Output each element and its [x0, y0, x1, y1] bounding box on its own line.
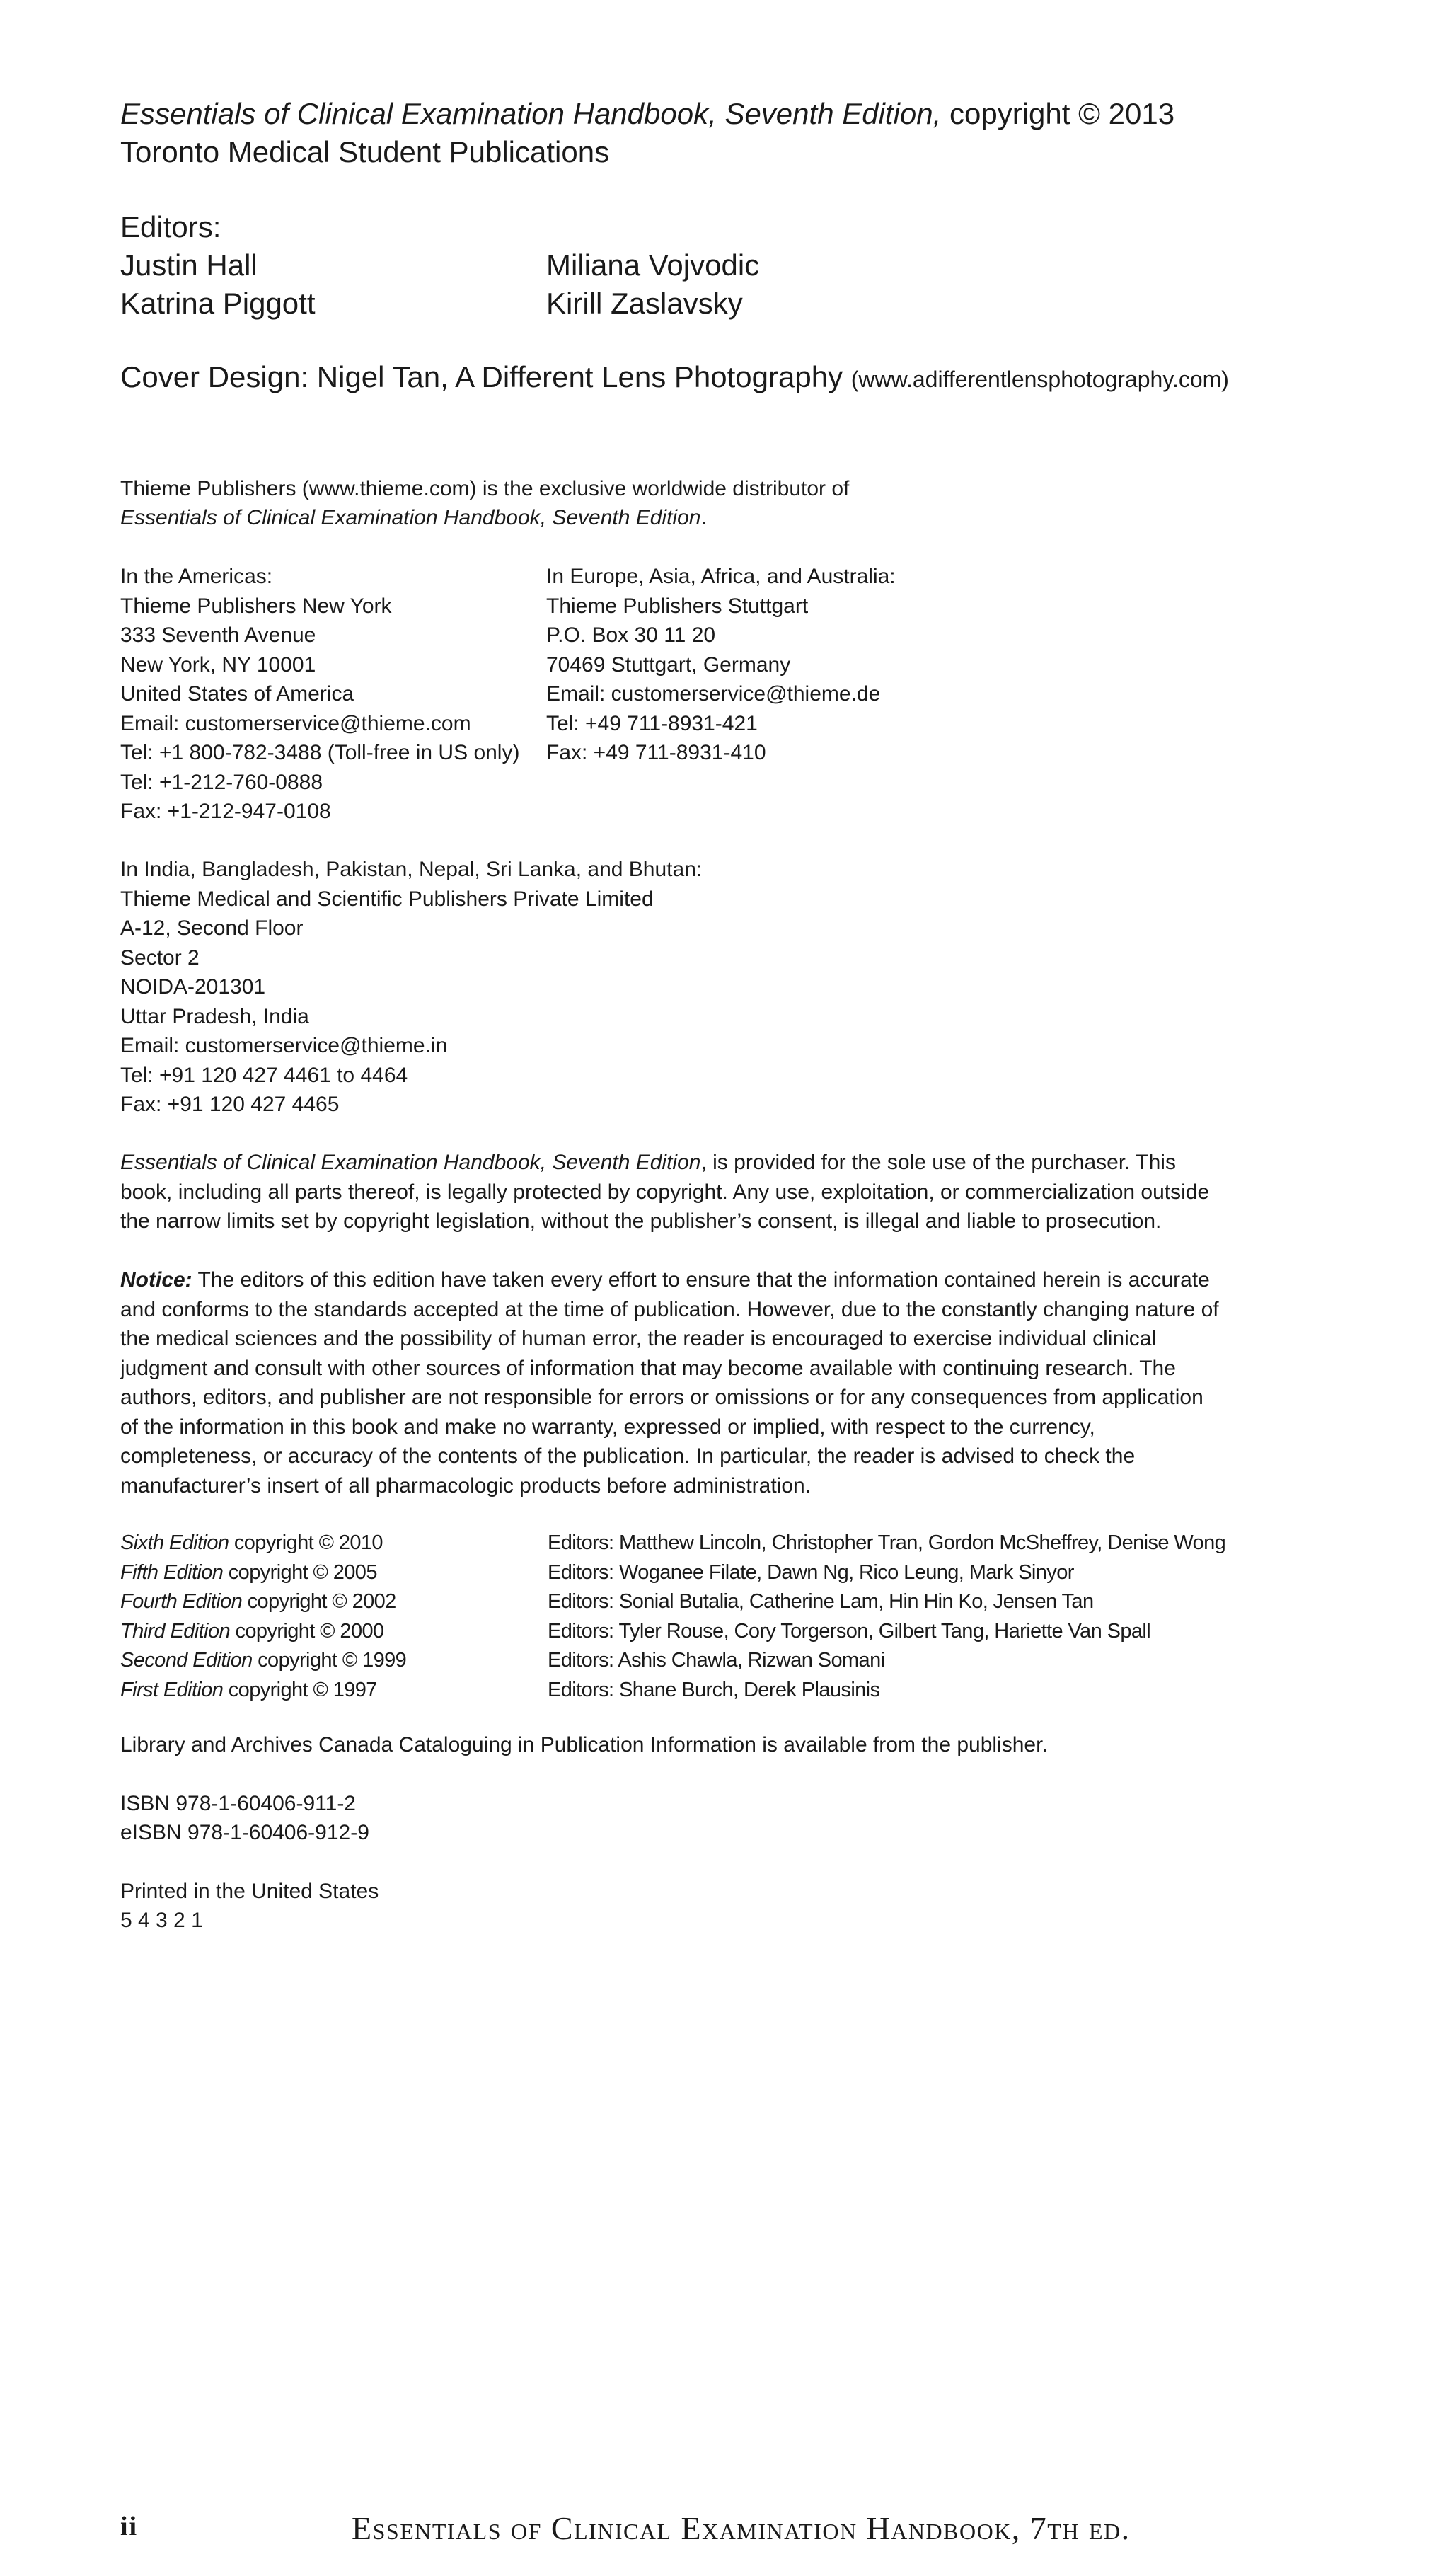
- edition-editors: Editors: Tyler Rouse, Cory Torgerson, Gilbert Tang, Hariette Van Spall: [548, 1619, 1151, 1643]
- edition-copyright: copyright © 1997: [223, 1678, 377, 1701]
- address-line: Thieme Publishers New York: [120, 594, 392, 618]
- editors-label: Editors:: [120, 210, 221, 243]
- edition-editors: Editors: Woganee Filate, Dawn Ng, Rico Leung, Mark Sinyor: [548, 1560, 1074, 1584]
- distributor-line: Thieme Publishers (www.thieme.com) is the exclusive worldwide distributor of: [120, 477, 850, 500]
- edition-copyright: copyright © 2010: [229, 1531, 383, 1554]
- cover-design-url: (www.adifferentlensphotography.com): [850, 367, 1229, 392]
- edition-row: [120, 1617, 406, 1647]
- address-line: Tel: +91 120 427 4461 to 4464: [120, 1063, 408, 1087]
- edition-row: [120, 1558, 406, 1588]
- edition-row: [120, 1676, 406, 1706]
- edition-row: [120, 1587, 406, 1617]
- cover-design-line: [120, 358, 1229, 398]
- printed-in: Printed in the United States: [120, 1880, 379, 1903]
- address-line: In Europe, Asia, Africa, and Australia:: [546, 565, 896, 588]
- usage-book-title: Essentials of Clinical Examination Handbook, Seventh Edition: [120, 1151, 701, 1174]
- address-line: Fax: +1-212-947-0108: [120, 800, 331, 823]
- edition-name: Second Edition: [120, 1649, 253, 1672]
- address-line: Fax: +91 120 427 4465: [120, 1093, 340, 1116]
- address-line: Email: customerservice@thieme.com: [120, 711, 471, 735]
- edition-row: [120, 1529, 406, 1558]
- editor-name: Miliana Vojvodic: [546, 248, 760, 282]
- edition-copyright: copyright © 1999: [252, 1649, 407, 1672]
- previous-editions: [120, 1529, 406, 1705]
- edition-name: Fifth Edition: [120, 1560, 224, 1584]
- address-line: A-12, Second Floor: [120, 916, 304, 940]
- address-line: In India, Bangladesh, Pakistan, Nepal, Sri Lanka, and Bhutan:: [120, 858, 703, 881]
- usage-paragraph: [120, 1148, 1224, 1236]
- edition-name: Third Edition: [120, 1619, 230, 1643]
- address-line: Fax: +49 711-8931-410: [546, 741, 766, 764]
- edition-row: [120, 1646, 406, 1676]
- copyright-notice: copyright © 2013: [941, 97, 1175, 130]
- address-line: Tel: +1 800-782-3488 (Toll-free in US only): [120, 741, 520, 764]
- address-line: United States of America: [120, 682, 354, 706]
- edition-editors: Editors: Ashis Chawla, Rizwan Somani: [548, 1649, 885, 1672]
- address-line: Email: customerservice@thieme.in: [120, 1034, 448, 1057]
- distributor-title-line: [120, 503, 707, 533]
- editor-name: Kirill Zaslavsky: [546, 287, 743, 320]
- edition-editors: Editors: Sonial Butalia, Catherine Lam, Hin Hin Ko, Jensen Tan: [548, 1590, 1094, 1613]
- eisbn: eISBN 978-1-60406-912-9: [120, 1821, 369, 1844]
- distributor-book-title: Essentials of Clinical Examination Handbook, Seventh Edition: [120, 506, 701, 529]
- usage-text: , is provided for the sole use of the purchaser. This book, including all parts thereof, is legally protected by copyright. Any use, exploitation, or commercialization outside the narrow limits set by copyright legislation, without the publisher’s consent, is illegal and liable to prosecution.: [120, 1151, 1210, 1233]
- address-line: Email: customerservice@thieme.de: [546, 682, 881, 706]
- page-number: ii: [120, 2512, 139, 2541]
- address-line: 70469 Stuttgart, Germany: [546, 652, 791, 677]
- edition-editors: Editors: Shane Burch, Derek Plausinis: [548, 1678, 880, 1701]
- india-address: [120, 855, 702, 1120]
- edition-name: Sixth Edition: [120, 1531, 229, 1554]
- library-cataloguing: Library and Archives Canada Cataloguing in Publication Information is available from the publisher.: [120, 1733, 1048, 1756]
- notice-paragraph: [120, 1265, 1224, 1500]
- edition-name: First Edition: [120, 1678, 224, 1701]
- edition-copyright: copyright © 2005: [223, 1560, 377, 1584]
- europe-address: [546, 562, 896, 768]
- address-line: In the Americas:: [120, 565, 273, 588]
- address-line: Uttar Pradesh, India: [120, 1004, 309, 1028]
- book-title-line: [120, 95, 1174, 133]
- address-line: Thieme Medical and Scientific Publishers Private Limited: [120, 887, 654, 911]
- cover-design-credit: Cover Design: Nigel Tan, A Different Lens Photography: [120, 360, 843, 393]
- edition-name: Fourth Edition: [120, 1590, 243, 1613]
- printing-number: 5 4 3 2 1: [120, 1909, 203, 1932]
- notice-label: Notice:: [120, 1268, 192, 1292]
- editor-name: Katrina Piggott: [120, 287, 316, 320]
- isbn: ISBN 978-1-60406-911-2: [120, 1792, 356, 1815]
- americas-address: [120, 562, 519, 827]
- edition-copyright: copyright © 2000: [230, 1619, 384, 1643]
- running-title: Essentials of Clinical Examination Handbook, 7th ed.: [352, 2510, 1131, 2546]
- previous-editions-editors: [548, 1529, 1225, 1705]
- address-line: Sector 2: [120, 945, 200, 970]
- edition-editors: Editors: Matthew Lincoln, Christopher Tran, Gordon McSheffrey, Denise Wong: [548, 1531, 1226, 1554]
- address-line: NOIDA-201301: [120, 975, 266, 999]
- address-line: 333 Seventh Avenue: [120, 623, 316, 647]
- address-line: Thieme Publishers Stuttgart: [546, 594, 809, 618]
- period: .: [700, 506, 707, 529]
- notice-text: The editors of this edition have taken every effort to ensure that the information contained herein is accurate and conforms to the standards accepted at the time of publication. However, due to the constantly changing nature of the medical sciences and the possibility of human error, the reader is encouraged to exercise individual clinical judgment and consult with other sources of information that may become available with continuing research. The authors, editors, and publisher are not responsible for errors or omissions or for any consequences from application of the information in this book and make no warranty, expressed or implied, with respect to the currency, completeness, or accuracy of the contents of the publication. In particular, the reader is advised to check the manufacturer’s insert of all pharmacologic products before administration.: [120, 1268, 1219, 1497]
- edition-copyright: copyright © 2002: [242, 1590, 396, 1613]
- address-line: Tel: +49 711-8931-421: [546, 711, 758, 735]
- address-line: Tel: +1-212-760-0888: [120, 770, 323, 794]
- editor-name: Justin Hall: [120, 248, 258, 282]
- publisher-name: Toronto Medical Student Publications: [120, 135, 610, 168]
- address-line: New York, NY 10001: [120, 652, 316, 677]
- book-title: Essentials of Clinical Examination Handbook, Seventh Edition,: [120, 97, 942, 130]
- address-line: P.O. Box 30 11 20: [546, 623, 716, 647]
